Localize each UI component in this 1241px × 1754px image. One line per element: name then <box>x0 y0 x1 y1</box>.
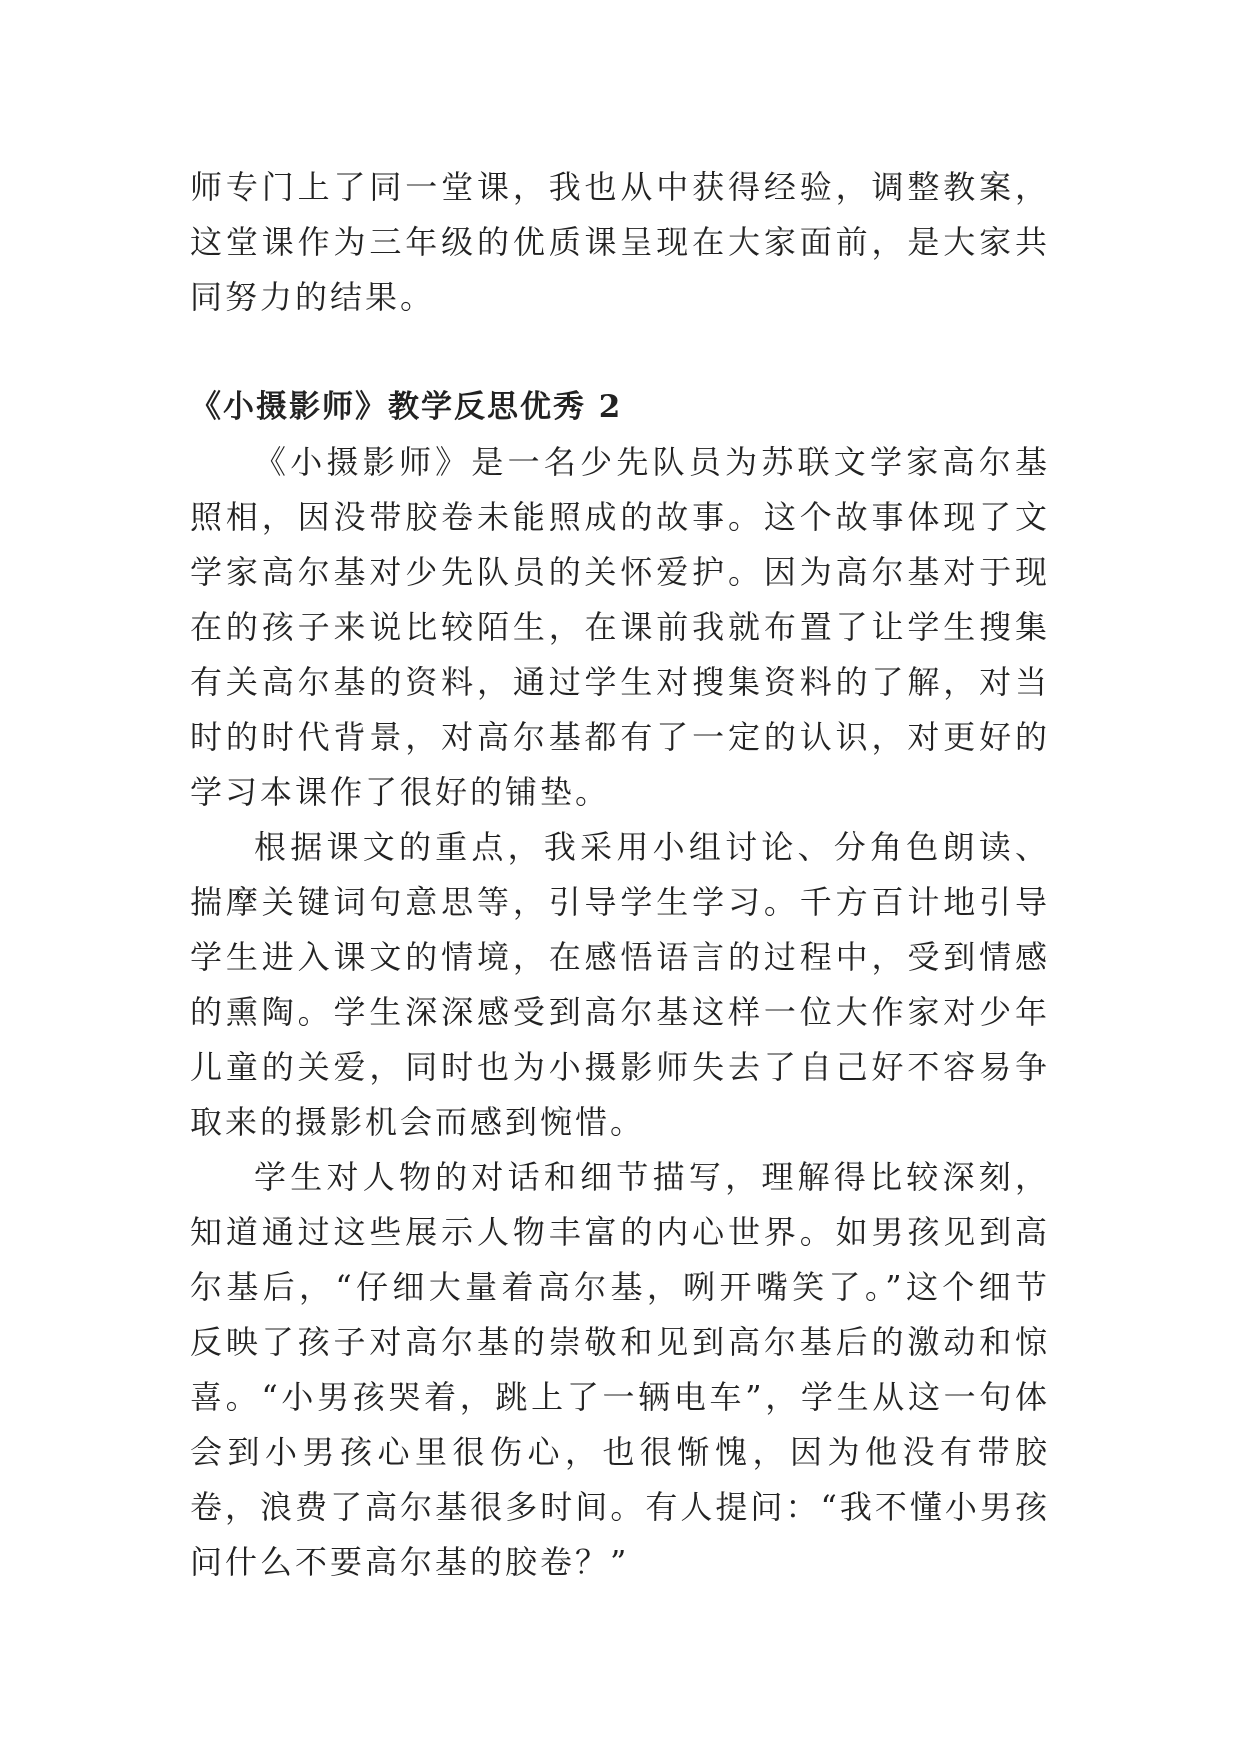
paragraph-2: 根据课文的重点，我采用小组讨论、分角色朗读、揣摩关键词句意思等，引导学生学习。千方百计地引导学生进入课文的情境，在感悟语言的过程中，受到情感的熏陶。学生深深感受到高尔基这样一位大作家对少年儿童的关爱，同时也为小摄影师失去了自己好不容易争取来的摄影机会而感到惋惜。 <box>190 828 1050 1141</box>
document-body <box>190 160 1050 1590</box>
paragraph-1: 《小摄影师》是一名少先队员为苏联文学家高尔基照相，因没带胶卷未能照成的故事。这个故事体现了文学家高尔基对少先队员的关怀爱护。因为高尔基对于现在的孩子来说比较陌生，在课前我就布置了让学生搜集有关高尔基的资料，通过学生对搜集资料的了解，对当时的时代背景，对高尔基都有了一定的认识，对更好的学习本课作了很好的铺垫。 <box>190 443 1050 811</box>
section-title: 《小摄影师》教学反思优秀 2 <box>190 389 623 425</box>
continued-paragraph: 师专门上了同一堂课，我也从中获得经验，调整教案，这堂课作为三年级的优质课呈现在大家面前，是大家共同努力的结果。 <box>190 168 1050 316</box>
paragraph-3: 学生对人物的对话和细节描写，理解得比较深刻，知道通过这些展示人物丰富的内心世界。如男孩见到高尔基后，“仔细大量着高尔基，咧开嘴笑了。”这个细节反映了孩子对高尔基的崇敬和见到高尔基后的激动和惊喜。“小男孩哭着，跳上了一辆电车”，学生从这一句体会到小男孩心里很伤心，也很惭愧，因为他没有带胶卷，浪费了高尔基很多时间。有人提问：“我不懂小男孩问什么不要高尔基的胶卷？” <box>190 1158 1050 1581</box>
